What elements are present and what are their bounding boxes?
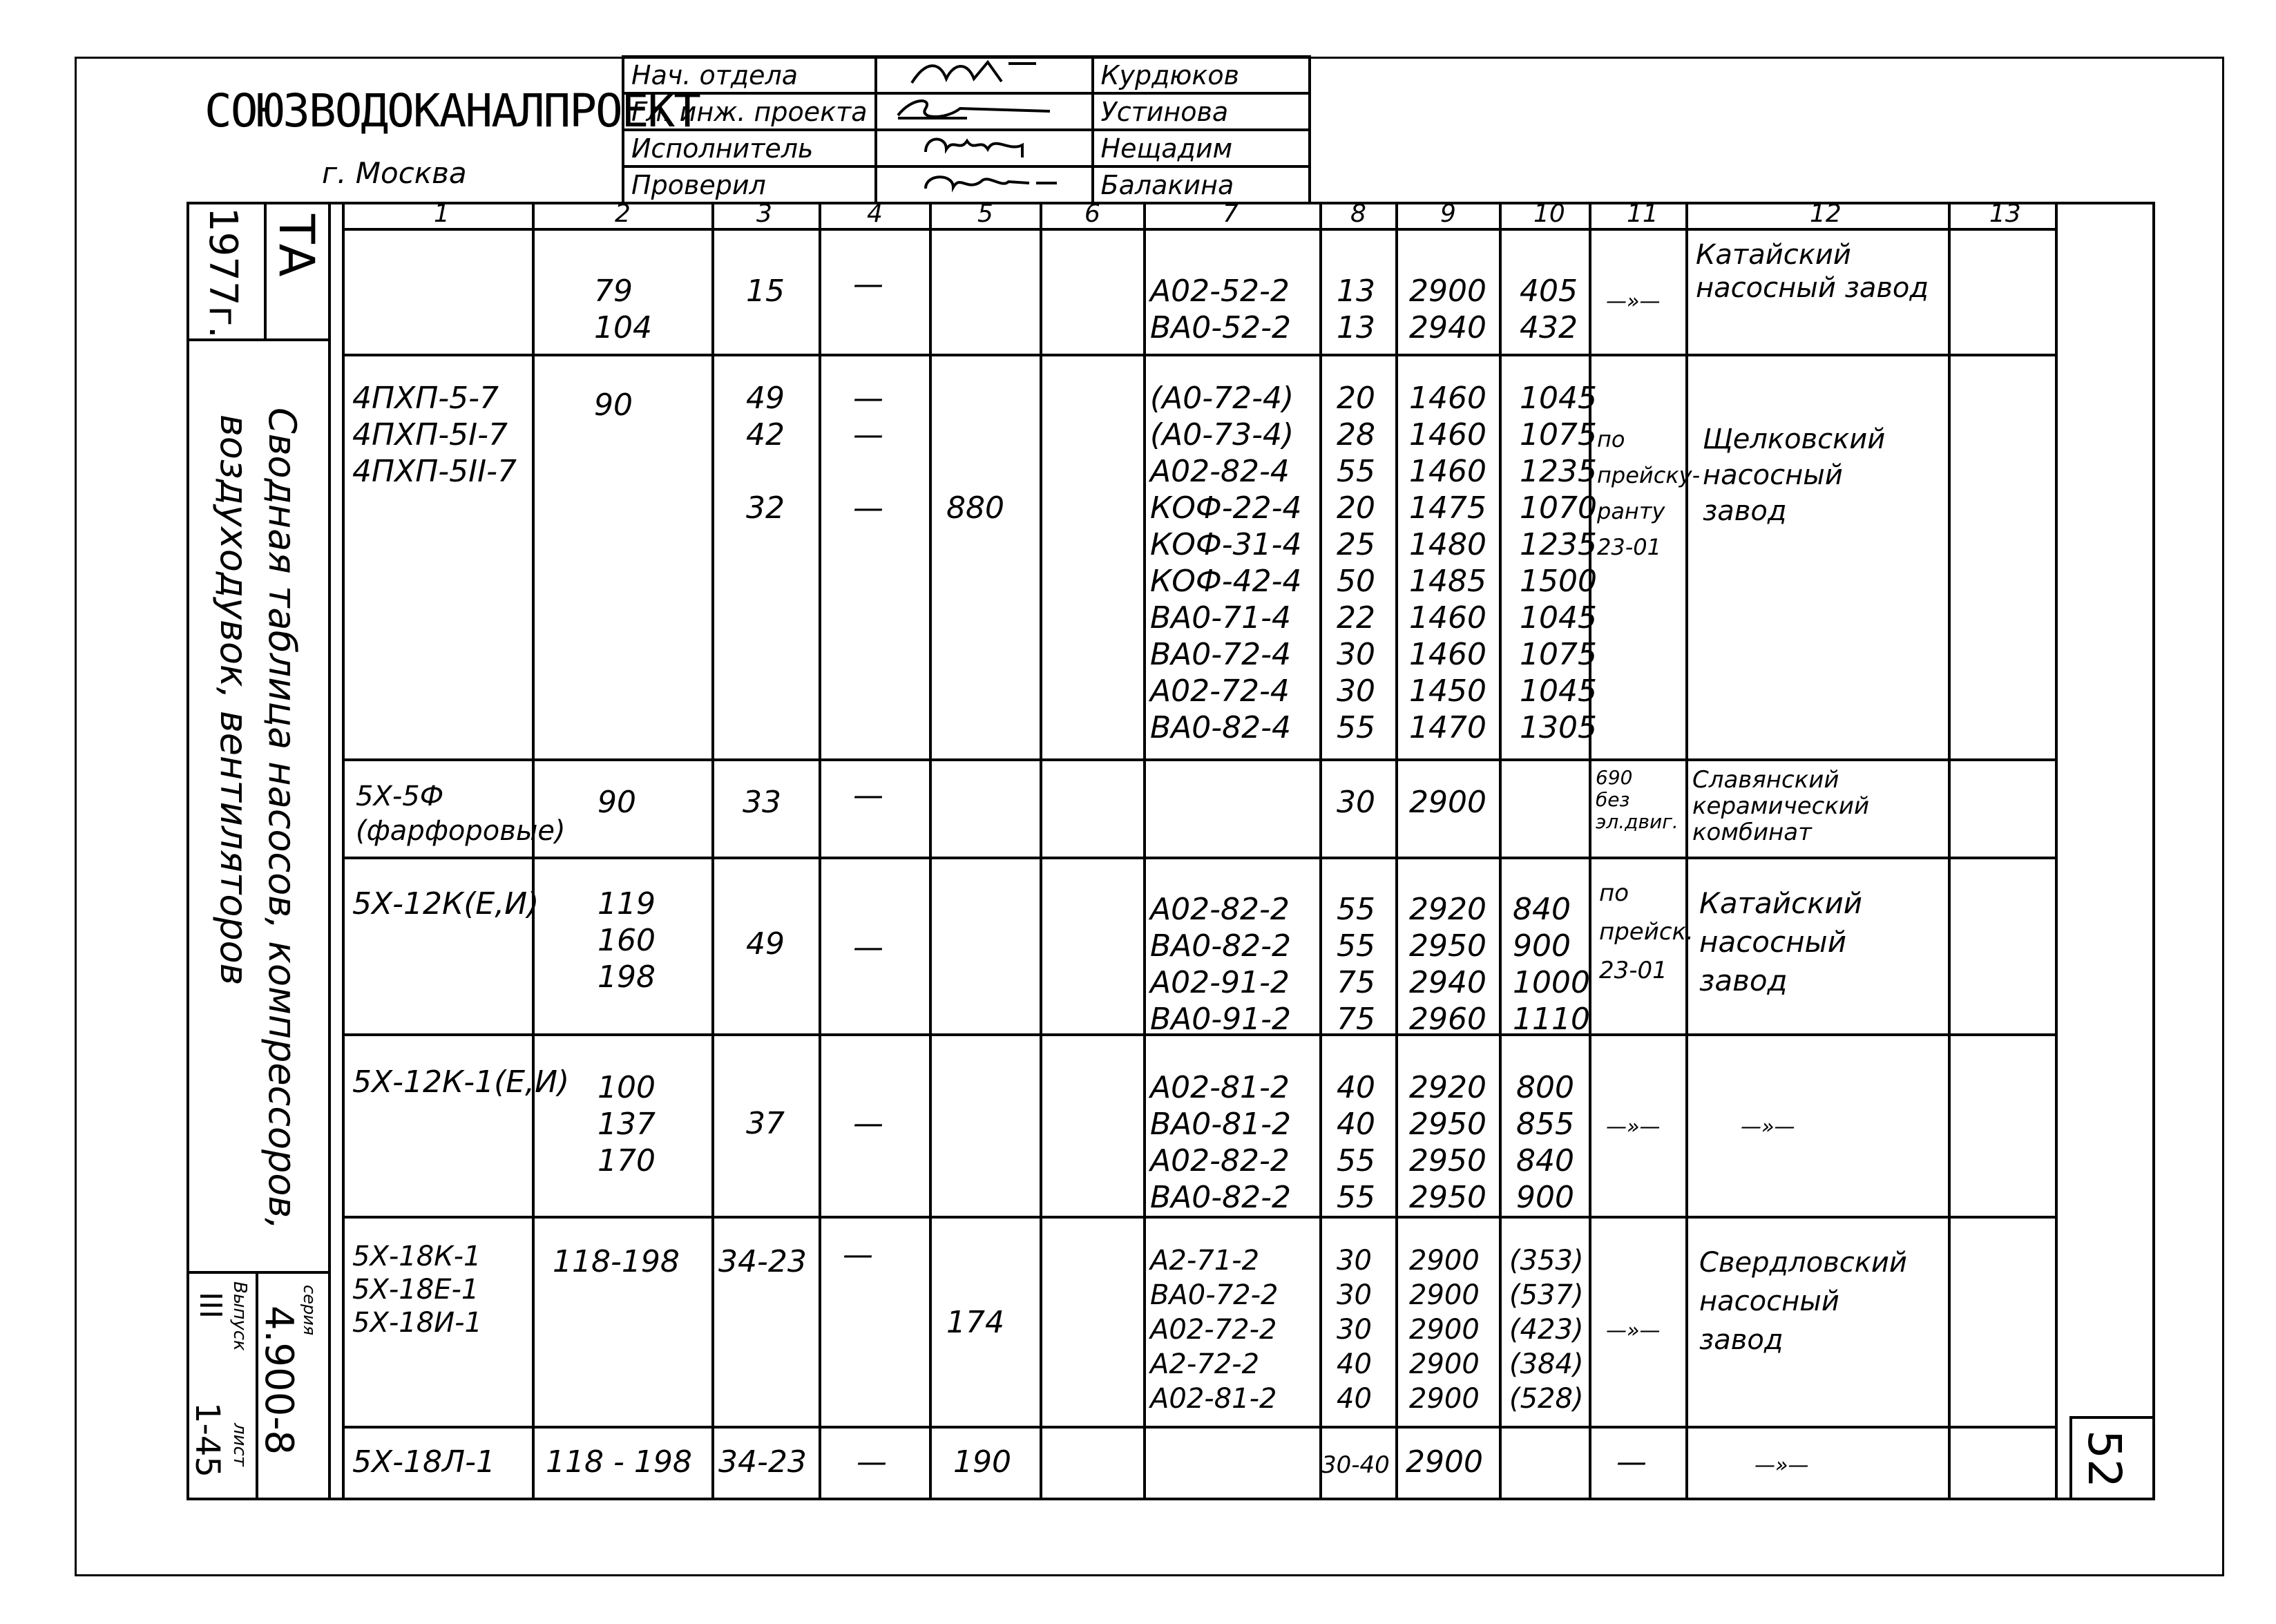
cell-c4: — — — bbox=[853, 381, 883, 526]
column-line bbox=[1948, 202, 1951, 1500]
column-header: 3 bbox=[756, 200, 772, 228]
cell-c4: — bbox=[853, 267, 883, 302]
cell-c11: по прейск. 23-01 bbox=[1599, 879, 1694, 984]
sheet-number: 1-45 bbox=[188, 1402, 227, 1478]
cell-c11: по прейску- ранту 23-01 bbox=[1597, 426, 1701, 560]
cell-c4: — bbox=[843, 1237, 873, 1272]
issue-number: III bbox=[193, 1292, 228, 1319]
column-header: 10 bbox=[1533, 200, 1565, 228]
cell-c7: (А0-72-4) (А0-73-4) А02-82-4 КОФ-22-4 КОФ-31-4 КОФ-42-4 ВА0-71-4 ВА0-72-4 А02-72-4 ВА0-82-4 bbox=[1150, 381, 1302, 745]
column-header: 1 bbox=[434, 200, 450, 228]
cell-c3: 15 bbox=[746, 274, 785, 309]
side-divider bbox=[342, 202, 345, 1500]
column-line bbox=[1143, 202, 1146, 1500]
stamp-name: Нещадим bbox=[1093, 130, 1310, 166]
cell-c11: —»— bbox=[1606, 289, 1661, 314]
stamp-name: Устинова bbox=[1093, 93, 1310, 130]
cell-c9: 2900 2900 2900 2900 2900 bbox=[1409, 1245, 1480, 1415]
cell-c8: 55 55 75 75 bbox=[1337, 892, 1375, 1037]
cell-c12: —»— bbox=[1741, 1115, 1795, 1139]
row-line bbox=[342, 354, 2055, 356]
organization-name: СОЮЗВОДОКАНАЛПРОЕКТ bbox=[204, 84, 700, 137]
cell-c7: А02-52-2 ВА0-52-2 bbox=[1150, 274, 1292, 345]
stamp-row bbox=[623, 93, 1310, 130]
column-header: 8 bbox=[1350, 200, 1366, 228]
column-header: 9 bbox=[1440, 200, 1456, 228]
cell-c8: 30-40 bbox=[1321, 1451, 1390, 1479]
stamp-role: Исполнитель bbox=[623, 130, 876, 166]
stamp-signature bbox=[876, 93, 1093, 130]
column-header: 11 bbox=[1627, 200, 1658, 228]
series-label: серия bbox=[300, 1285, 319, 1336]
series-number: 4.900-8 bbox=[256, 1306, 301, 1455]
column-line bbox=[1319, 202, 1322, 1500]
row-line bbox=[342, 1216, 2055, 1219]
cell-c5: 190 bbox=[953, 1444, 1011, 1480]
side-divider bbox=[264, 202, 267, 340]
column-header: 4 bbox=[867, 200, 883, 228]
side-divider bbox=[328, 202, 331, 1500]
cell-c1: 5Х-5Ф (фарфоровые) bbox=[356, 781, 566, 847]
cell-c7: А02-81-2 ВА0-81-2 А02-82-2 ВА0-82-2 bbox=[1150, 1070, 1292, 1215]
cell-c5: 174 bbox=[946, 1305, 1004, 1340]
cell-c12: —»— bbox=[1754, 1453, 1809, 1478]
cell-c10: 1045 1075 1235 1070 1235 1500 1045 1075 1045 1305 bbox=[1520, 381, 1597, 745]
page-number: 52 bbox=[2078, 1430, 2131, 1488]
row-line bbox=[342, 1426, 2055, 1429]
cell-c9: 2900 2940 bbox=[1409, 274, 1486, 345]
cell-c9: 1460 1460 1460 1475 1480 1485 1460 1460 1450 1470 bbox=[1409, 381, 1486, 745]
stamp-row bbox=[623, 166, 1310, 203]
cell-c2: 90 bbox=[597, 785, 636, 820]
stamp-row bbox=[623, 57, 1310, 93]
column-line bbox=[1499, 202, 1502, 1500]
cell-c1: 5Х-12К(Е,И) bbox=[352, 886, 539, 921]
cell-c8: 13 13 bbox=[1337, 274, 1375, 345]
stamp-name: Курдюков bbox=[1093, 57, 1310, 93]
cell-c3: 49 42 32 bbox=[746, 381, 785, 526]
cell-c4: — bbox=[853, 930, 883, 965]
signature-mark bbox=[884, 95, 1064, 122]
cell-c4: — bbox=[857, 1444, 887, 1480]
cell-c9: 2920 2950 2940 2960 bbox=[1409, 892, 1486, 1037]
cell-c4: — bbox=[853, 1106, 883, 1141]
cell-c1: 5Х-18К-1 5Х-18Е-1 5Х-18И-1 bbox=[352, 1241, 482, 1339]
column-line bbox=[1395, 202, 1398, 1500]
row-line bbox=[342, 857, 2055, 859]
cell-c1: 5Х-18Л-1 bbox=[352, 1444, 495, 1480]
column-line bbox=[711, 202, 714, 1500]
stamp-signature bbox=[876, 57, 1093, 93]
cell-c12: Катайский насосный завод bbox=[1699, 886, 1863, 997]
cell-c3: 49 bbox=[746, 926, 785, 962]
cell-c9: 2920 2950 2950 2950 bbox=[1409, 1070, 1486, 1215]
column-line bbox=[819, 202, 821, 1500]
cell-c8: 30 bbox=[1337, 785, 1375, 820]
cell-c7: А02-82-2 ВА0-82-2 А02-91-2 ВА0-91-2 bbox=[1150, 892, 1292, 1037]
signature-mark bbox=[884, 131, 1064, 159]
cell-c11: —»— bbox=[1606, 1319, 1661, 1343]
stamp-signature bbox=[876, 130, 1093, 166]
cell-c12: Славянский керамический комбинат bbox=[1692, 766, 1870, 846]
cell-c7: А2-71-2 ВА0-72-2 А02-72-2 А2-72-2 А02-81-2 bbox=[1150, 1245, 1279, 1415]
cell-c5: 880 bbox=[946, 490, 1004, 526]
cell-c2: 100 137 170 bbox=[597, 1070, 656, 1178]
issue-label: Выпуск bbox=[229, 1281, 250, 1351]
cell-c10: 840 900 1000 1110 bbox=[1513, 892, 1590, 1037]
city-label: г. Москва bbox=[322, 156, 467, 190]
cell-c12: Катайский насосный завод bbox=[1696, 239, 1929, 304]
row-line bbox=[342, 758, 2055, 761]
column-line bbox=[1685, 202, 1688, 1500]
stamp-role: Нач. отдела bbox=[623, 57, 876, 93]
cell-c10: (353) (537) (423) (384) (528) bbox=[1509, 1245, 1584, 1415]
cell-c2: 118 - 198 bbox=[546, 1444, 692, 1480]
cell-c11: —»— bbox=[1606, 1115, 1661, 1139]
cell-c3: 33 bbox=[743, 785, 781, 820]
column-header: 7 bbox=[1223, 200, 1239, 228]
cell-c3: 37 bbox=[746, 1106, 785, 1141]
signature-mark bbox=[884, 58, 1064, 86]
column-header: 2 bbox=[615, 200, 631, 228]
cell-c8: 40 40 55 55 bbox=[1337, 1070, 1375, 1215]
cell-c2: 119 160 198 bbox=[597, 886, 656, 995]
approval-stamp bbox=[622, 55, 1311, 204]
document-title-line1: Сводная таблица насосов, компрессоров, bbox=[260, 408, 304, 1230]
column-header: 6 bbox=[1084, 200, 1100, 228]
cell-c9: 2900 bbox=[1406, 1444, 1483, 1480]
column-line bbox=[1040, 202, 1042, 1500]
stamp-role: Гл. инж. проекта bbox=[623, 93, 876, 130]
side-divider bbox=[187, 338, 329, 341]
cell-c4: — bbox=[853, 778, 883, 813]
side-code: ТА bbox=[268, 214, 325, 277]
cell-c10: 405 432 bbox=[1520, 274, 1578, 345]
column-header: 12 bbox=[1810, 200, 1842, 228]
column-header: 13 bbox=[1989, 200, 2021, 228]
column-header: 5 bbox=[977, 200, 993, 228]
cell-c1: 4ПХП-5-7 4ПХП-5I-7 4ПХП-5II-7 bbox=[352, 381, 517, 489]
cell-c1: 5Х-12К-1(Е,И) bbox=[352, 1064, 570, 1100]
cell-c8: 30 30 30 40 40 bbox=[1337, 1245, 1372, 1415]
cell-c11: 690 без эл.двиг. bbox=[1596, 766, 1679, 833]
column-line bbox=[929, 202, 932, 1500]
stamp-signature bbox=[876, 166, 1093, 203]
cell-c3: 34-23 bbox=[718, 1244, 807, 1279]
cell-c3: 34-23 bbox=[718, 1444, 807, 1480]
signature-mark bbox=[884, 168, 1064, 195]
cell-c2: 79 104 bbox=[594, 274, 652, 345]
stamp-role: Проверил bbox=[623, 166, 876, 203]
column-line bbox=[532, 202, 535, 1500]
cell-c8: 20 28 55 20 25 50 22 30 30 55 bbox=[1337, 381, 1375, 745]
header-row-line bbox=[342, 228, 2055, 231]
cell-c12: Щелковский насосный завод bbox=[1703, 423, 1886, 527]
cell-c2: 118-198 bbox=[553, 1244, 680, 1279]
stamp-name: Балакина bbox=[1093, 166, 1310, 203]
stamp-row bbox=[623, 130, 1310, 166]
cell-c10: 800 855 840 900 bbox=[1516, 1070, 1574, 1215]
cell-c11: — bbox=[1616, 1444, 1647, 1480]
cell-c12: Свердловский насосный завод bbox=[1699, 1247, 1907, 1356]
document-title-line2: воздуходувок, вентиляторов bbox=[212, 414, 256, 986]
column-line bbox=[2055, 202, 2058, 1500]
cell-c2: 90 bbox=[594, 388, 633, 423]
cell-c9: 2900 bbox=[1409, 785, 1486, 820]
sheet-label: лист bbox=[229, 1423, 250, 1467]
side-year: 1977г. bbox=[200, 207, 245, 338]
